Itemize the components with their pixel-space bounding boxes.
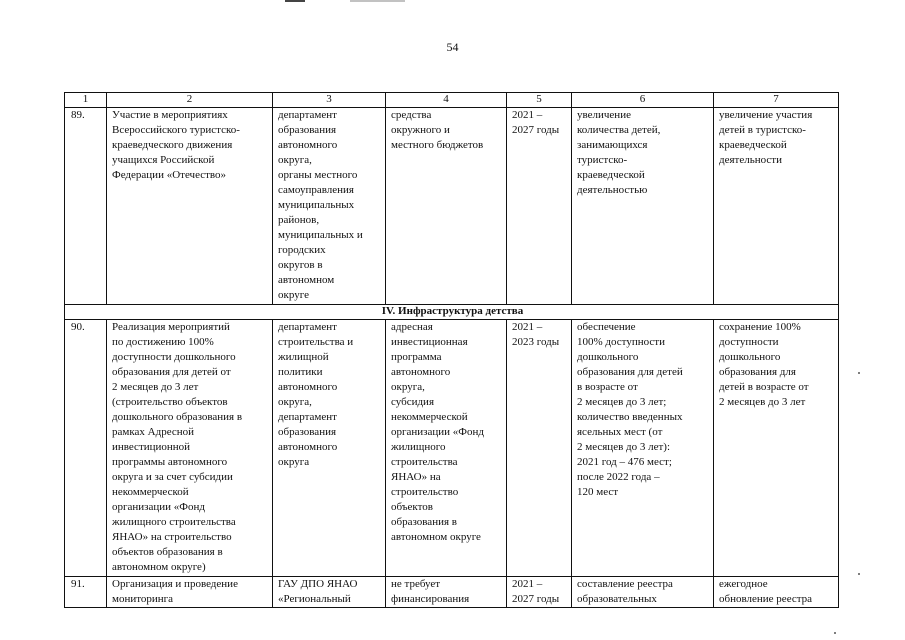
period-cell: 2021 – 2027 годы bbox=[507, 108, 572, 305]
table-row bbox=[65, 108, 839, 305]
period-cell: 2021 – 2027 годы bbox=[507, 577, 572, 608]
section-title: IV. Инфраструктура детства bbox=[65, 305, 839, 320]
table-row bbox=[65, 577, 839, 608]
row-number: 90. bbox=[65, 320, 107, 577]
executor-cell: департамент строительства и жилищной политики автономного округа, департамент образования автономного округа bbox=[273, 320, 386, 577]
result-cell: составление реестра образовательных bbox=[572, 577, 714, 608]
funding-cell: адресная инвестиционная программа автономного округа, субсидия некоммерческой организации «Фонд жилищного строительства ЯНАО» на строительство объектов образования в автономном округе bbox=[386, 320, 507, 577]
executor-cell: департамент образования автономного округа, органы местного самоуправления муниципальных районов, муниципальных и городских округов в автономном округе bbox=[273, 108, 386, 305]
section-row bbox=[65, 305, 839, 320]
column-header: 7 bbox=[714, 93, 839, 108]
funding-cell: не требует финансирования bbox=[386, 577, 507, 608]
scan-mark bbox=[285, 0, 305, 2]
scan-speck bbox=[834, 632, 836, 634]
event-cell: Реализация мероприятий по достижению 100% доступности дошкольного образования для детей от 2 месяцев до 3 лет (строительство объектов дошкольного образования в рамках Адресной инвестиционной программы автономного округа и за счет субсидии некоммерческой организации «Фонд жилищного строительства ЯНАО» на строительство объектов образования в автономном округе) bbox=[107, 320, 273, 577]
column-header-row bbox=[65, 93, 839, 108]
row-number: 89. bbox=[65, 108, 107, 305]
scan-mark bbox=[350, 0, 405, 2]
plan-table bbox=[64, 92, 839, 608]
column-header: 1 bbox=[65, 93, 107, 108]
event-cell: Организация и проведение мониторинга bbox=[107, 577, 273, 608]
period-cell: 2021 – 2023 годы bbox=[507, 320, 572, 577]
column-header: 5 bbox=[507, 93, 572, 108]
indicator-cell: увеличение участия детей в туристско- краеведческой деятельности bbox=[714, 108, 839, 305]
column-header: 6 bbox=[572, 93, 714, 108]
result-cell: увеличение количества детей, занимающихся туристско- краеведческой деятельностью bbox=[572, 108, 714, 305]
result-cell: обеспечение 100% доступности дошкольного образования для детей в возрасте от 2 месяцев до 3 лет; количество введенных ясельных мест (от 2 месяцев до 3 лет): 2021 год – 476 мест; после 2022 года – 120 мест bbox=[572, 320, 714, 577]
event-cell: Участие в мероприятиях Всероссийского туристско- краеведческого движения учащихся Российской Федерации «Отечество» bbox=[107, 108, 273, 305]
column-header: 3 bbox=[273, 93, 386, 108]
row-number: 91. bbox=[65, 577, 107, 608]
table-row bbox=[65, 320, 839, 577]
indicator-cell: сохранение 100% доступности дошкольного образования для детей в возрасте от 2 месяцев до 3 лет bbox=[714, 320, 839, 577]
executor-cell: ГАУ ДПО ЯНАО «Региональный bbox=[273, 577, 386, 608]
page-number: 54 bbox=[446, 40, 459, 54]
scan-speck bbox=[858, 573, 860, 575]
funding-cell: средства окружного и местного бюджетов bbox=[386, 108, 507, 305]
column-header: 2 bbox=[107, 93, 273, 108]
column-header: 4 bbox=[386, 93, 507, 108]
scan-speck bbox=[858, 372, 860, 374]
indicator-cell: ежегодное обновление реестра bbox=[714, 577, 839, 608]
